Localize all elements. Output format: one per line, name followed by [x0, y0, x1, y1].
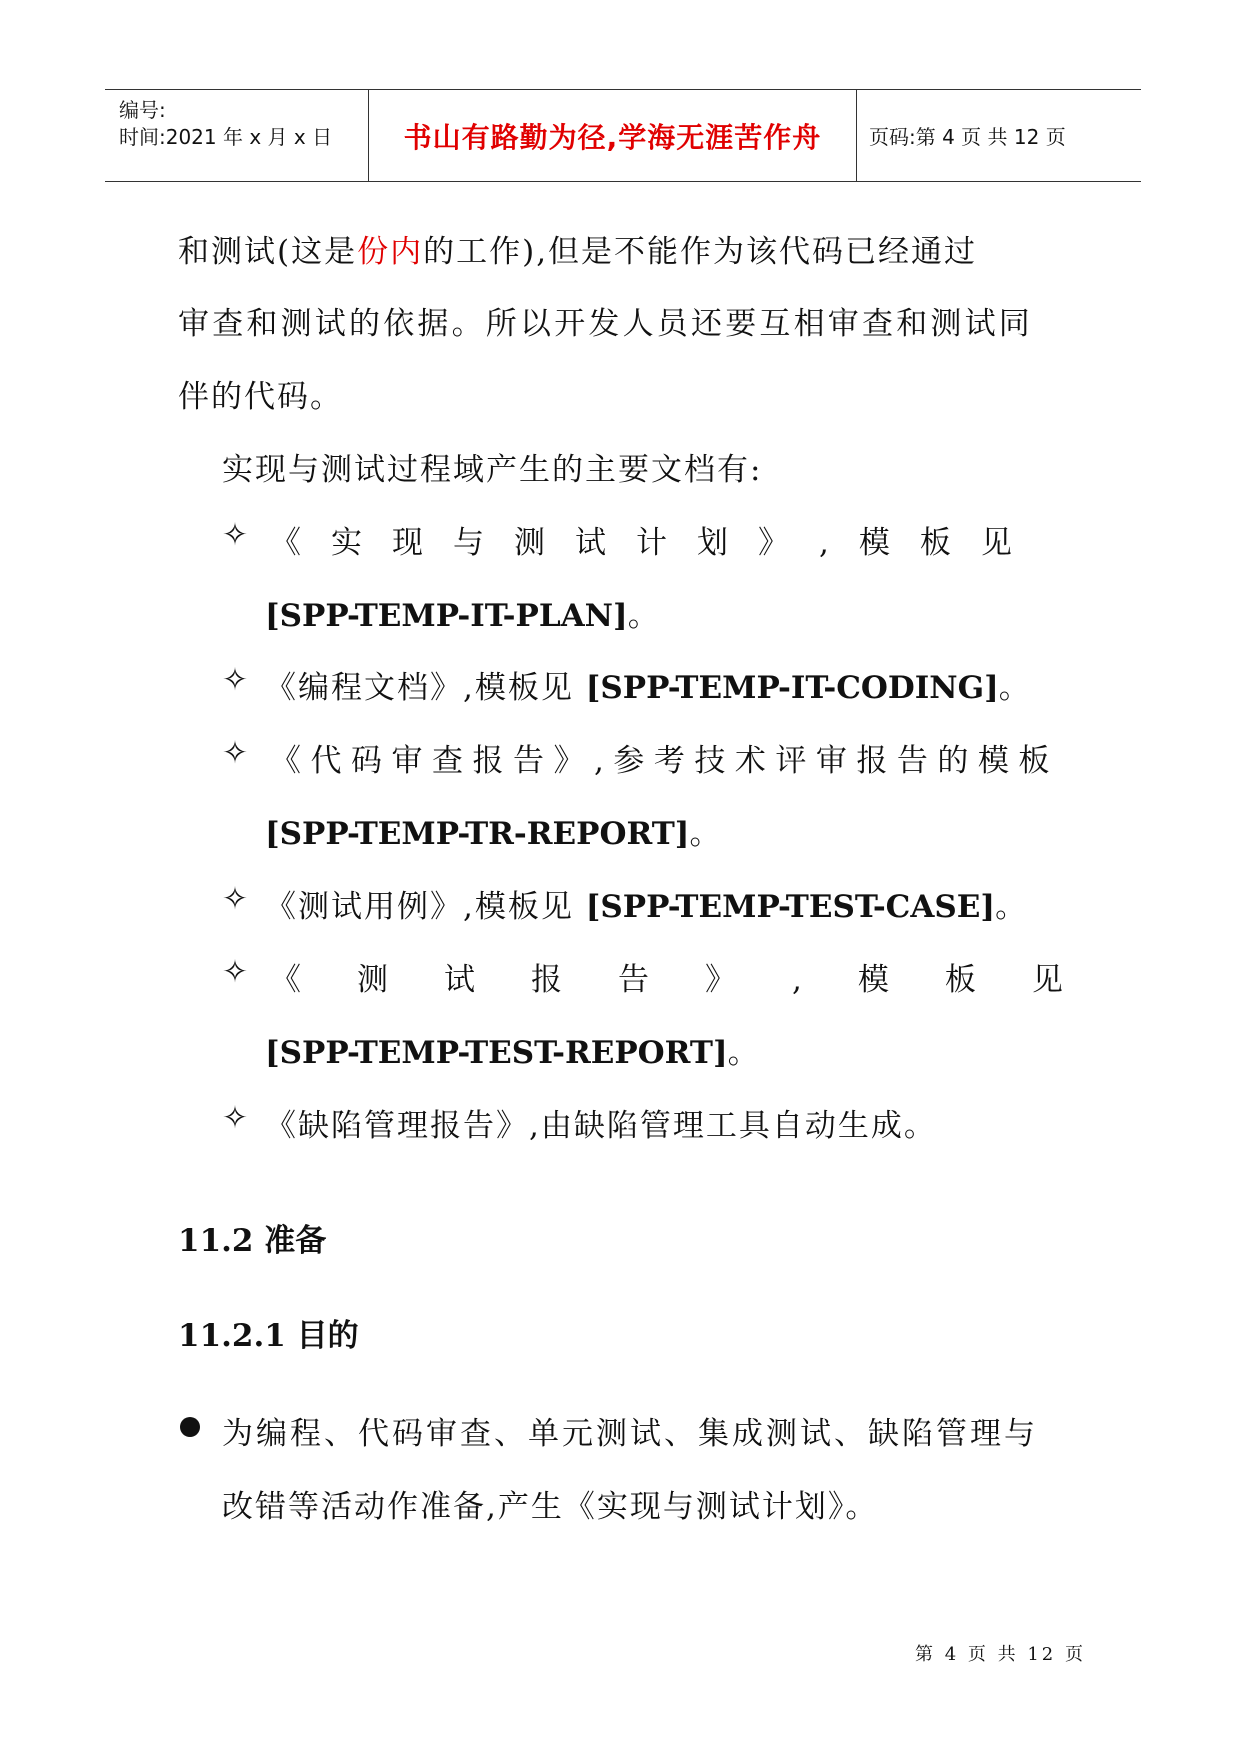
doc-item-3-text: 《代码审查报告》,参考技术评审报告的模板 — [270, 743, 1059, 779]
document-number-label: 编号: — [119, 98, 166, 122]
page-footer: 第 4 页 共 12 页 — [915, 1644, 1086, 1665]
doc-item-2 — [265, 662, 1032, 707]
bullet-icon: ✧ — [222, 954, 250, 990]
doc-item-4 — [265, 881, 1028, 926]
header-page-cell — [857, 90, 1141, 181]
text-run: 的工作),但是不能作为该代码已经通过 — [423, 234, 978, 270]
paragraph-line — [178, 226, 1058, 271]
header-meta-cell — [105, 90, 368, 181]
doc-item-1-text: 《实现与测试计划》,模板见 — [270, 525, 1042, 561]
template-code: [SPP-TEMP-TEST-CASE] — [585, 889, 996, 925]
doc-item-4-text: 《测试用例》,模板见 — [265, 889, 574, 925]
doc-item-6-text: 《缺陷管理报告》,由缺陷管理工具自动生成。 — [265, 1108, 937, 1144]
section-intro-text: 实现与测试过程域产生的主要文档有: — [222, 452, 763, 488]
purpose-line: 为编程、代码审查、单元测试、集成测试、缺陷管理与 — [222, 1416, 1038, 1452]
punctuation: 。 — [727, 1035, 761, 1071]
header-motto: 书山有路勤为径,学海无涯苦作舟 — [403, 120, 822, 154]
punctuation: 。 — [627, 598, 661, 634]
bullet-icon: ✧ — [222, 735, 250, 771]
bullet-icon: ✧ — [222, 881, 250, 917]
subsection-heading: 11.2.1 目的 — [178, 1318, 359, 1354]
doc-item-1-template — [265, 590, 661, 635]
section-heading: 11.2 准备 — [178, 1223, 327, 1259]
bullet-dot-icon — [180, 1417, 200, 1437]
punctuation: 。 — [998, 670, 1032, 706]
purpose-line: 改错等活动作准备,产生《实现与测试计划》。 — [222, 1489, 879, 1525]
punctuation: 。 — [995, 889, 1029, 925]
doc-item-3-template — [265, 808, 722, 853]
bullet-icon: ✧ — [222, 517, 250, 553]
punctuation: 。 — [689, 816, 723, 852]
highlighted-text: 份内 — [357, 234, 424, 270]
document-header — [105, 89, 1141, 182]
bullet-icon: ✧ — [222, 662, 250, 698]
document-time-label: 时间:2021 年 x 月 x 日 — [119, 125, 333, 149]
bullet-icon: ✧ — [222, 1100, 250, 1136]
text-run: 和测试(这是 — [178, 234, 358, 270]
doc-item-5-text: 《测试报告》,模板见 — [270, 962, 1119, 998]
header-page-info: 页码:第 4 页 共 12 页 — [869, 125, 1066, 149]
template-code: [SPP-TEMP-TR-REPORT] — [265, 816, 690, 852]
doc-item-5-template — [265, 1027, 761, 1072]
paragraph-line: 审查和测试的依据。所以开发人员还要互相审查和测试同 — [178, 306, 1033, 342]
template-code: [SPP-TEMP-IT-PLAN] — [265, 598, 628, 634]
template-code: [SPP-TEMP-IT-CODING] — [585, 670, 999, 706]
paragraph-text — [178, 226, 977, 271]
template-code: [SPP-TEMP-TEST-REPORT] — [265, 1035, 728, 1071]
paragraph-line: 伴的代码。 — [178, 379, 343, 415]
doc-item-2-text: 《编程文档》,模板见 — [265, 670, 574, 706]
header-motto-cell — [368, 90, 857, 181]
